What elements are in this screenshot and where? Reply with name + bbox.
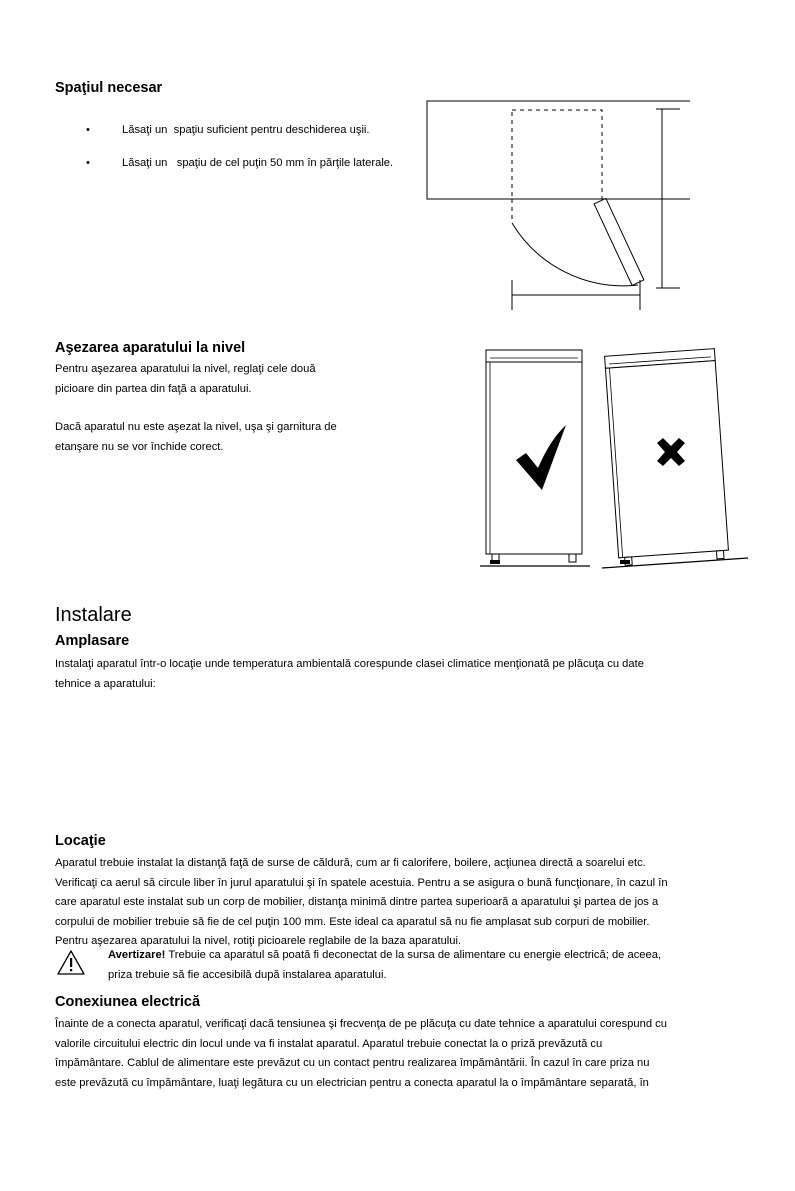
bullet-dot: • [86, 124, 90, 136]
bullet-item [86, 157, 393, 169]
appliance-outline [427, 101, 690, 199]
level-incorrect-illustration [600, 340, 750, 575]
text-line: care aparatul este instalat sub un corp de mobilier, distanţa minimă dintre partea superioară a aparatului şi partea de jos a [55, 896, 659, 908]
section-title-installation: Instalare [55, 604, 132, 626]
text-line: Instalaţi aparatul într-o locaţie unde temperatura ambientală corespunde clasei climatice menţionată pe plăcuţa cu date [55, 658, 644, 670]
bullet-item [86, 124, 370, 136]
text-line: Pentru aşezarea aparatului la nivel, rotiţi picioarele reglabile de la baza aparatului. [55, 935, 462, 947]
location-paragraph [55, 854, 745, 952]
text-line: Dacă aparatul nu este aşezat la nivel, uşa şi garnitura de [55, 421, 337, 433]
placement-paragraph [55, 655, 745, 694]
appliance-inner-dashed [512, 110, 602, 199]
warning-text: priza trebuie să fie accesibilă după instalarea aparatului. [108, 968, 387, 981]
warning-label: Avertizare! [108, 949, 166, 961]
bullet-dot: • [86, 157, 90, 169]
door-clearance-diagram [420, 95, 690, 315]
door-swing-arc [512, 223, 638, 286]
text-line: etanşare nu se vor închide corect. [55, 440, 224, 453]
section-heading-space: Spaţiul necesar [55, 80, 163, 96]
text-line: valorile circuitului electric din locul unde va fi instalat aparatul. Aparatul trebuie conectat la o priză prevăzută cu [55, 1037, 603, 1050]
text-line: Înainte de a conecta aparatul, verificaţi dacă tensiunea şi frecvenţa de pe plăcuţa cu date tehnice a aparatului corespund cu [55, 1018, 667, 1030]
text-line: Verificaţi ca aerul să circule liber în jurul aparatului şi în spatele acestuia. Pentru a se asigura o bună funcţionare, în cazul în [55, 876, 668, 889]
text-line: tehnice a aparatului: [55, 677, 156, 690]
text-line: corpului de mobilier trebuie să fie de cel puţin 100 mm. Este ideal ca aparatul să nu fie amplasat sub corpuri de mobilier. [55, 915, 650, 928]
text-line: picioare din partea din faţă a aparatului. [55, 382, 252, 395]
leveling-paragraph [55, 360, 337, 457]
section-heading-placement: Amplasare [55, 633, 130, 649]
text-line: împământare. Cablul de alimentare este prevăzut cu un contact pentru realizarea împământării. În cazul în care priza nu [55, 1057, 650, 1069]
section-heading-location: Locaţie [55, 833, 106, 849]
text-line: Aparatul trebuie instalat la distanţă faţă de surse de căldură, cum ar fi calorifere, boilere, acţiunea directă a soarelui etc. [55, 857, 646, 869]
text-line: este prevăzută cu împământare, luaţi legătura cu un electrician pentru a conecta aparatul la o împământare separată, în [55, 1076, 649, 1089]
section-heading-electrical: Conexiunea electrică [55, 994, 201, 1010]
bullet-text: Lăsaţi un spaţiu de cel puţin 50 mm în părţile laterale. [122, 157, 394, 169]
warning-line [108, 946, 738, 966]
section-heading-leveling: Aşezarea aparatului la nivel [55, 340, 246, 356]
text-line: Pentru aşezarea aparatului la nivel, reglaţi cele două [55, 363, 316, 375]
warning-triangle-icon [56, 949, 86, 976]
fridge-top-panel [486, 350, 582, 362]
electrical-paragraph [55, 1015, 745, 1093]
open-door-panel [594, 198, 644, 285]
level-correct-illustration [478, 340, 593, 575]
bullet-text: Lăsaţi un spaţiu suficient pentru deschiderea uşii. [122, 124, 370, 136]
warning-block [108, 946, 738, 985]
warning-text: Trebuie ca aparatul să poată fi deconectat de la sursa de alimentare cu energie electrică; de aceea, [165, 949, 662, 961]
fridge-body [486, 362, 582, 554]
